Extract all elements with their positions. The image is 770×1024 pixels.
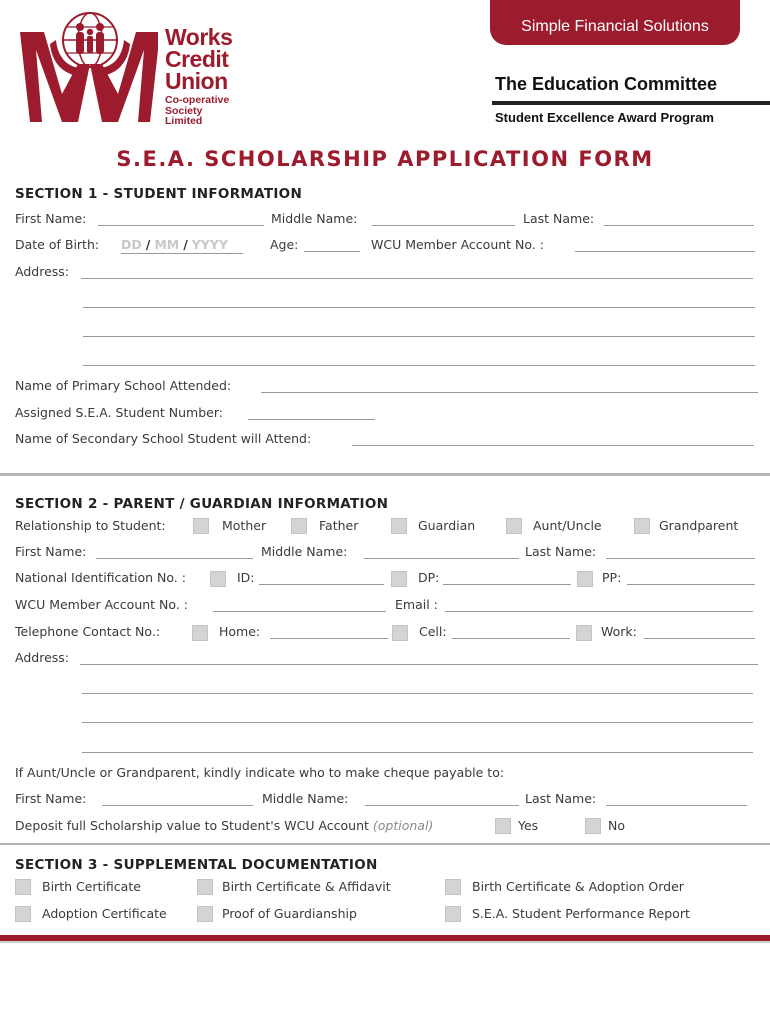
- dob-year-placeholder: YYYY: [191, 237, 228, 252]
- wcu-logo: [18, 10, 158, 125]
- performance-report-label: S.E.A. Student Performance Report: [472, 906, 690, 921]
- section-2-title: SECTION 2 - PARENT / GUARDIAN INFORMATION: [15, 496, 389, 512]
- header-divider: [492, 101, 770, 105]
- aunt-uncle-checkbox[interactable]: [506, 518, 522, 534]
- parent-address-line-3[interactable]: [82, 722, 753, 723]
- guardian-checkbox[interactable]: [391, 518, 407, 534]
- parent-wcu-account-label: WCU Member Account No. :: [15, 597, 188, 612]
- parent-address-line-2[interactable]: [82, 693, 753, 694]
- student-address-line-3[interactable]: [83, 336, 755, 337]
- cell-phone-field[interactable]: [452, 638, 570, 639]
- parent-last-name-label: Last Name:: [525, 544, 597, 559]
- brand-line-3: Union: [165, 68, 228, 94]
- deposit-yes-checkbox[interactable]: [495, 818, 511, 834]
- section-1-title: SECTION 1 - STUDENT INFORMATION: [15, 186, 303, 202]
- student-address-line-1[interactable]: [81, 278, 753, 279]
- secondary-school-field[interactable]: [352, 445, 754, 446]
- father-label: Father: [319, 518, 359, 533]
- age-field[interactable]: [304, 251, 360, 252]
- section-divider: [0, 843, 770, 845]
- id-label: ID:: [237, 570, 255, 585]
- birth-certificate-checkbox[interactable]: [15, 879, 31, 895]
- cheque-last-name-field[interactable]: [606, 805, 747, 806]
- parent-address-line-1[interactable]: [80, 664, 758, 665]
- parent-wcu-account-field[interactable]: [213, 611, 386, 612]
- deposit-question: [15, 819, 433, 833]
- proof-of-guardianship-checkbox[interactable]: [197, 906, 213, 922]
- primary-school-field[interactable]: [261, 392, 758, 393]
- pp-label: PP:: [602, 570, 622, 585]
- student-last-name-field[interactable]: [604, 225, 754, 226]
- guardian-label: Guardian: [418, 518, 476, 533]
- dob-separator: /: [145, 237, 151, 252]
- email-field[interactable]: [445, 611, 753, 612]
- section-3-title: SECTION 3 - SUPPLEMENTAL DOCUMENTATION: [15, 857, 378, 873]
- aunt-uncle-label: Aunt/Uncle: [533, 518, 602, 533]
- student-first-name-field[interactable]: [98, 225, 264, 226]
- deposit-no-label: No: [608, 818, 625, 833]
- dob-separator: /: [183, 237, 188, 252]
- dp-label: DP:: [418, 570, 440, 585]
- pp-checkbox[interactable]: [577, 571, 593, 587]
- birth-certificate-adoption-label: Birth Certificate & Adoption Order: [472, 879, 684, 894]
- dob-month-placeholder: MM: [154, 237, 180, 252]
- birth-certificate-adoption-checkbox[interactable]: [445, 879, 461, 895]
- home-phone-field[interactable]: [270, 638, 388, 639]
- cheque-first-name-label: First Name:: [15, 791, 87, 806]
- student-first-name-label: First Name:: [15, 211, 87, 226]
- deposit-label: Deposit full Scholarship value to Student's WCU Account: [15, 818, 369, 833]
- dob-label: Date of Birth:: [15, 237, 100, 252]
- parent-last-name-field[interactable]: [606, 558, 755, 559]
- parent-first-name-label: First Name:: [15, 544, 87, 559]
- tagline-banner: Simple Financial Solutions: [490, 0, 740, 45]
- student-middle-name-label: Middle Name:: [271, 211, 358, 226]
- telephone-label: Telephone Contact No.:: [15, 624, 161, 639]
- student-last-name-label: Last Name:: [523, 211, 595, 226]
- mother-checkbox[interactable]: [193, 518, 209, 534]
- student-wcu-account-field[interactable]: [575, 251, 755, 252]
- work-phone-field[interactable]: [644, 638, 755, 639]
- parent-first-name-field[interactable]: [96, 558, 253, 559]
- home-label: Home:: [219, 624, 261, 639]
- student-middle-name-field[interactable]: [372, 225, 515, 226]
- birth-certificate-affidavit-checkbox[interactable]: [197, 879, 213, 895]
- deposit-no-checkbox[interactable]: [585, 818, 601, 834]
- dp-field[interactable]: [443, 584, 571, 585]
- student-wcu-account-label: WCU Member Account No. :: [371, 237, 544, 252]
- brand-name: [165, 26, 232, 127]
- brand-sub-2: Society: [165, 104, 203, 117]
- work-label: Work:: [601, 624, 637, 639]
- cheque-middle-name-label: Middle Name:: [262, 791, 349, 806]
- birth-certificate-affidavit-label: Birth Certificate & Affidavit: [222, 879, 391, 894]
- program-title: Student Excellence Award Program: [495, 110, 714, 125]
- work-checkbox[interactable]: [576, 625, 592, 641]
- dob-day-placeholder: DD: [121, 237, 142, 252]
- adoption-certificate-checkbox[interactable]: [15, 906, 31, 922]
- parent-address-label: Address:: [15, 650, 69, 665]
- cell-label: Cell:: [419, 624, 447, 639]
- proof-of-guardianship-label: Proof of Guardianship: [222, 906, 357, 921]
- brand-sub-1: Co-operative: [165, 94, 230, 106]
- national-id-label: National Identification No. :: [15, 570, 186, 585]
- id-field[interactable]: [259, 584, 384, 585]
- birth-certificate-label: Birth Certificate: [42, 879, 141, 894]
- committee-title: The Education Committee: [495, 74, 718, 94]
- cell-checkbox[interactable]: [392, 625, 408, 641]
- sea-number-label: Assigned S.E.A. Student Number:: [15, 405, 223, 420]
- father-checkbox[interactable]: [291, 518, 307, 534]
- family-in-hands-icon: [18, 10, 158, 125]
- dob-field[interactable]: [121, 238, 243, 254]
- form-title: S.E.A. SCHOLARSHIP APPLICATION FORM: [116, 147, 654, 171]
- id-checkbox[interactable]: [210, 571, 226, 587]
- brand-line-2: Credit: [165, 46, 229, 72]
- parent-address-line-4[interactable]: [82, 752, 753, 753]
- mother-label: Mother: [222, 518, 267, 533]
- cheque-note: If Aunt/Uncle or Grandparent, kindly indicate who to make cheque payable to:: [15, 765, 505, 780]
- cheque-first-name-field[interactable]: [102, 805, 253, 806]
- cheque-middle-name-field[interactable]: [365, 805, 519, 806]
- cheque-last-name-label: Last Name:: [525, 791, 597, 806]
- footer-shadow-bar: [0, 941, 770, 943]
- brand-sub-3: Limited: [165, 115, 203, 127]
- parent-middle-name-field[interactable]: [364, 558, 519, 559]
- grandparent-label: Grandparent: [659, 518, 739, 533]
- age-label: Age:: [270, 237, 299, 252]
- home-checkbox[interactable]: [192, 625, 208, 641]
- grandparent-checkbox[interactable]: [634, 518, 650, 534]
- student-address-line-2[interactable]: [83, 307, 755, 308]
- adoption-certificate-label: Adoption Certificate: [42, 906, 167, 921]
- email-label: Email :: [395, 597, 438, 612]
- relationship-label: Relationship to Student:: [15, 518, 166, 533]
- dp-checkbox[interactable]: [391, 571, 407, 587]
- section-divider: [0, 473, 770, 476]
- brand-line-1: Works: [165, 24, 233, 50]
- optional-label: (optional): [372, 818, 434, 833]
- primary-school-label: Name of Primary School Attended:: [15, 378, 232, 393]
- secondary-school-label: Name of Secondary School Student will Attend:: [15, 431, 312, 446]
- student-address-line-4[interactable]: [83, 365, 755, 366]
- performance-report-checkbox[interactable]: [445, 906, 461, 922]
- pp-field[interactable]: [627, 584, 755, 585]
- sea-number-field[interactable]: [248, 419, 375, 420]
- student-address-label: Address:: [15, 264, 69, 279]
- deposit-yes-label: Yes: [518, 818, 539, 833]
- parent-middle-name-label: Middle Name:: [261, 544, 348, 559]
